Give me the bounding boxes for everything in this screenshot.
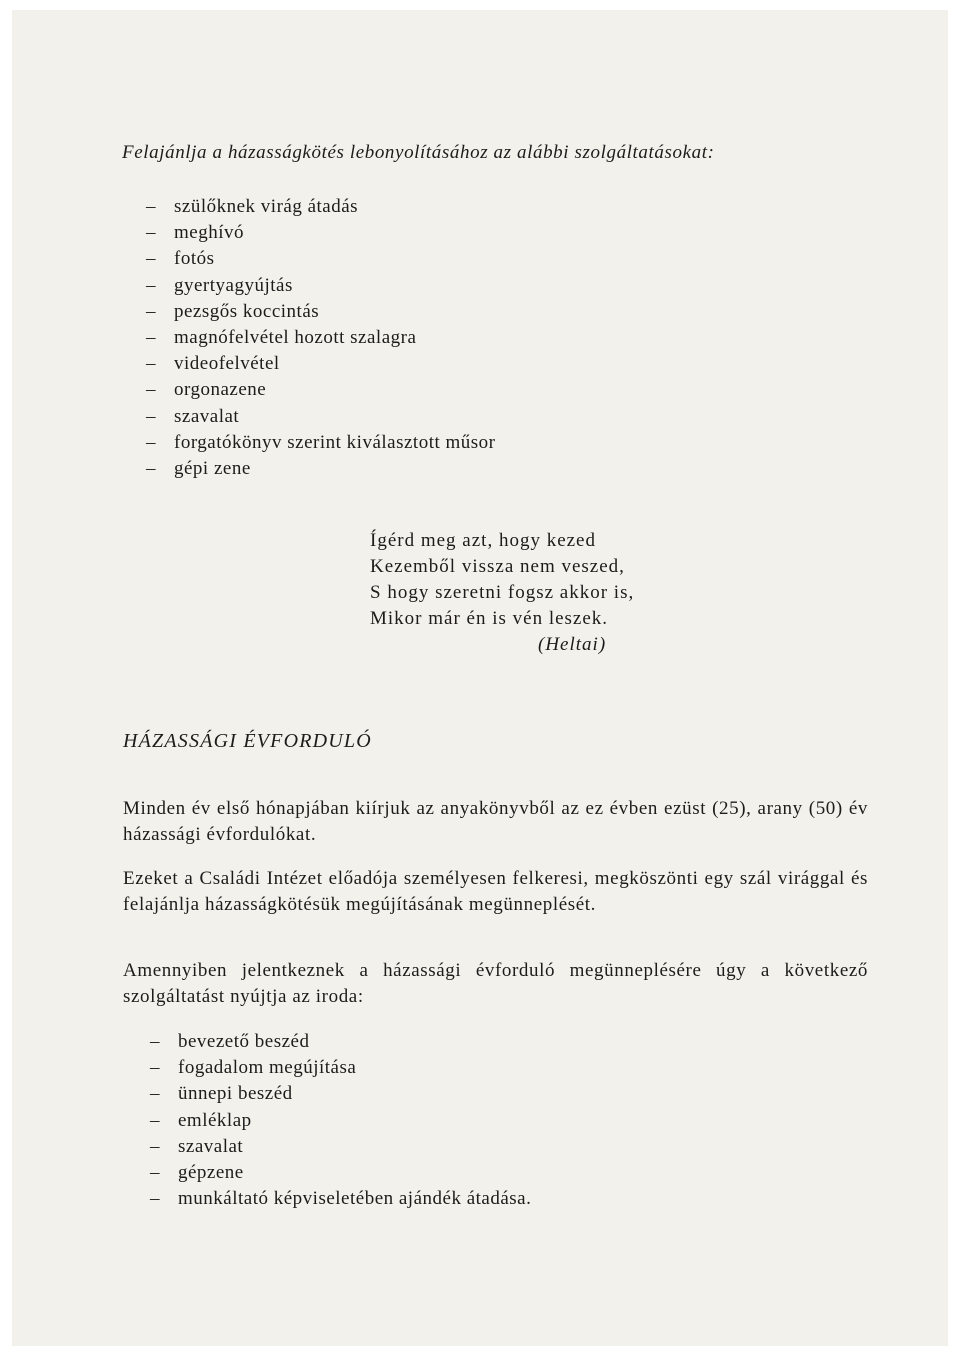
list-item-text: bevezető beszéd [178, 1031, 310, 1052]
poem-line: S hogy szeretni fogsz akkor is, [370, 582, 635, 603]
dash-bullet: – [150, 1057, 160, 1079]
section-title: HÁZASSÁGI ÉVFORDULÓ [123, 730, 372, 752]
poem-line: Mikor már én is vén leszek. [370, 608, 609, 629]
dash-bullet: – [146, 458, 156, 480]
dash-bullet: – [146, 379, 156, 401]
list-item [146, 246, 496, 272]
dash-bullet: – [150, 1135, 160, 1157]
dash-bullet: – [146, 327, 156, 349]
list-item [146, 404, 496, 430]
anniversary-services-list [150, 1029, 531, 1212]
list-item-text: forgatókönyv szerint kiválasztott műsor [174, 431, 496, 453]
wedding-services-list [146, 194, 496, 482]
dash-bullet: – [146, 353, 156, 375]
list-item-text: munkáltató képviseletében ajándék átadása. [178, 1188, 532, 1210]
poem-line: Kezemből vissza nem veszed, [370, 556, 625, 577]
paragraph: Ezeket a Családi Intézet előadója személyesen felkeresi, megköszönti egy szál virággal és felajánlja házasságkötésük megújításának megünneplését. [123, 868, 868, 915]
list-item [146, 456, 496, 482]
list-item-text: magnófelvétel hozott szalagra [174, 327, 417, 349]
list-item-text: szavalat [178, 1135, 244, 1157]
dash-bullet: – [146, 300, 156, 322]
list-item [146, 325, 496, 351]
list-item [150, 1108, 531, 1134]
list-item-text: szülőknek virág átadás [174, 196, 359, 217]
list-item [146, 194, 496, 220]
list-item [150, 1029, 531, 1055]
dash-bullet: – [150, 1031, 160, 1052]
list-item-text: pezsgős koccintás [174, 300, 320, 322]
intro-heading: Felajánlja a házasságkötés lebonyolításához az alábbi szolgáltatásokat: [122, 142, 715, 163]
list-item [150, 1160, 531, 1186]
list-item [150, 1186, 531, 1212]
dash-bullet: – [146, 431, 156, 453]
list-item-text: gépzene [178, 1162, 244, 1184]
dash-bullet: – [146, 222, 156, 244]
dash-bullet: – [146, 405, 156, 427]
list-item-text: orgonazene [174, 379, 267, 401]
list-item-text: szavalat [174, 405, 240, 427]
list-item-text: gyertyagyújtás [174, 274, 293, 296]
poem-author: (Heltai) [538, 634, 607, 655]
list-item [146, 430, 496, 456]
list-item-text: ünnepi beszéd [178, 1083, 293, 1105]
dash-bullet: – [150, 1162, 160, 1184]
list-item-text: emléklap [178, 1109, 252, 1131]
dash-bullet: – [150, 1109, 160, 1131]
list-item-text: videofelvétel [174, 353, 280, 375]
paragraph: Minden év első hónapjában kiírjuk az anyakönyvből az ez évben ezüst (25), arany (50) év házassági évfordulókat. [123, 798, 868, 845]
list-item-text: gépi zene [174, 458, 251, 480]
list-item [150, 1055, 531, 1081]
list-item [146, 220, 496, 246]
list-item [146, 351, 496, 377]
dash-bullet: – [146, 196, 156, 217]
dash-bullet: – [150, 1083, 160, 1105]
list-item [146, 377, 496, 403]
poem-line: Ígérd meg azt, hogy kezed [370, 530, 596, 551]
list-item [150, 1081, 531, 1107]
list-item-text: fotós [174, 248, 215, 270]
list-item [150, 1134, 531, 1160]
dash-bullet: – [146, 274, 156, 296]
list-item [146, 273, 496, 299]
document-page [12, 10, 948, 1346]
dash-bullet: – [146, 248, 156, 270]
list-item-text: meghívó [174, 222, 244, 244]
dash-bullet: – [150, 1188, 160, 1210]
poem-quote [370, 528, 634, 658]
list-item [146, 299, 496, 325]
list-item-text: fogadalom megújítása [178, 1057, 357, 1079]
paragraph: Amennyiben jelentkeznek a házassági évforduló megünneplésére úgy a következő szolgáltatást nyújtja az iroda: [123, 960, 868, 1007]
